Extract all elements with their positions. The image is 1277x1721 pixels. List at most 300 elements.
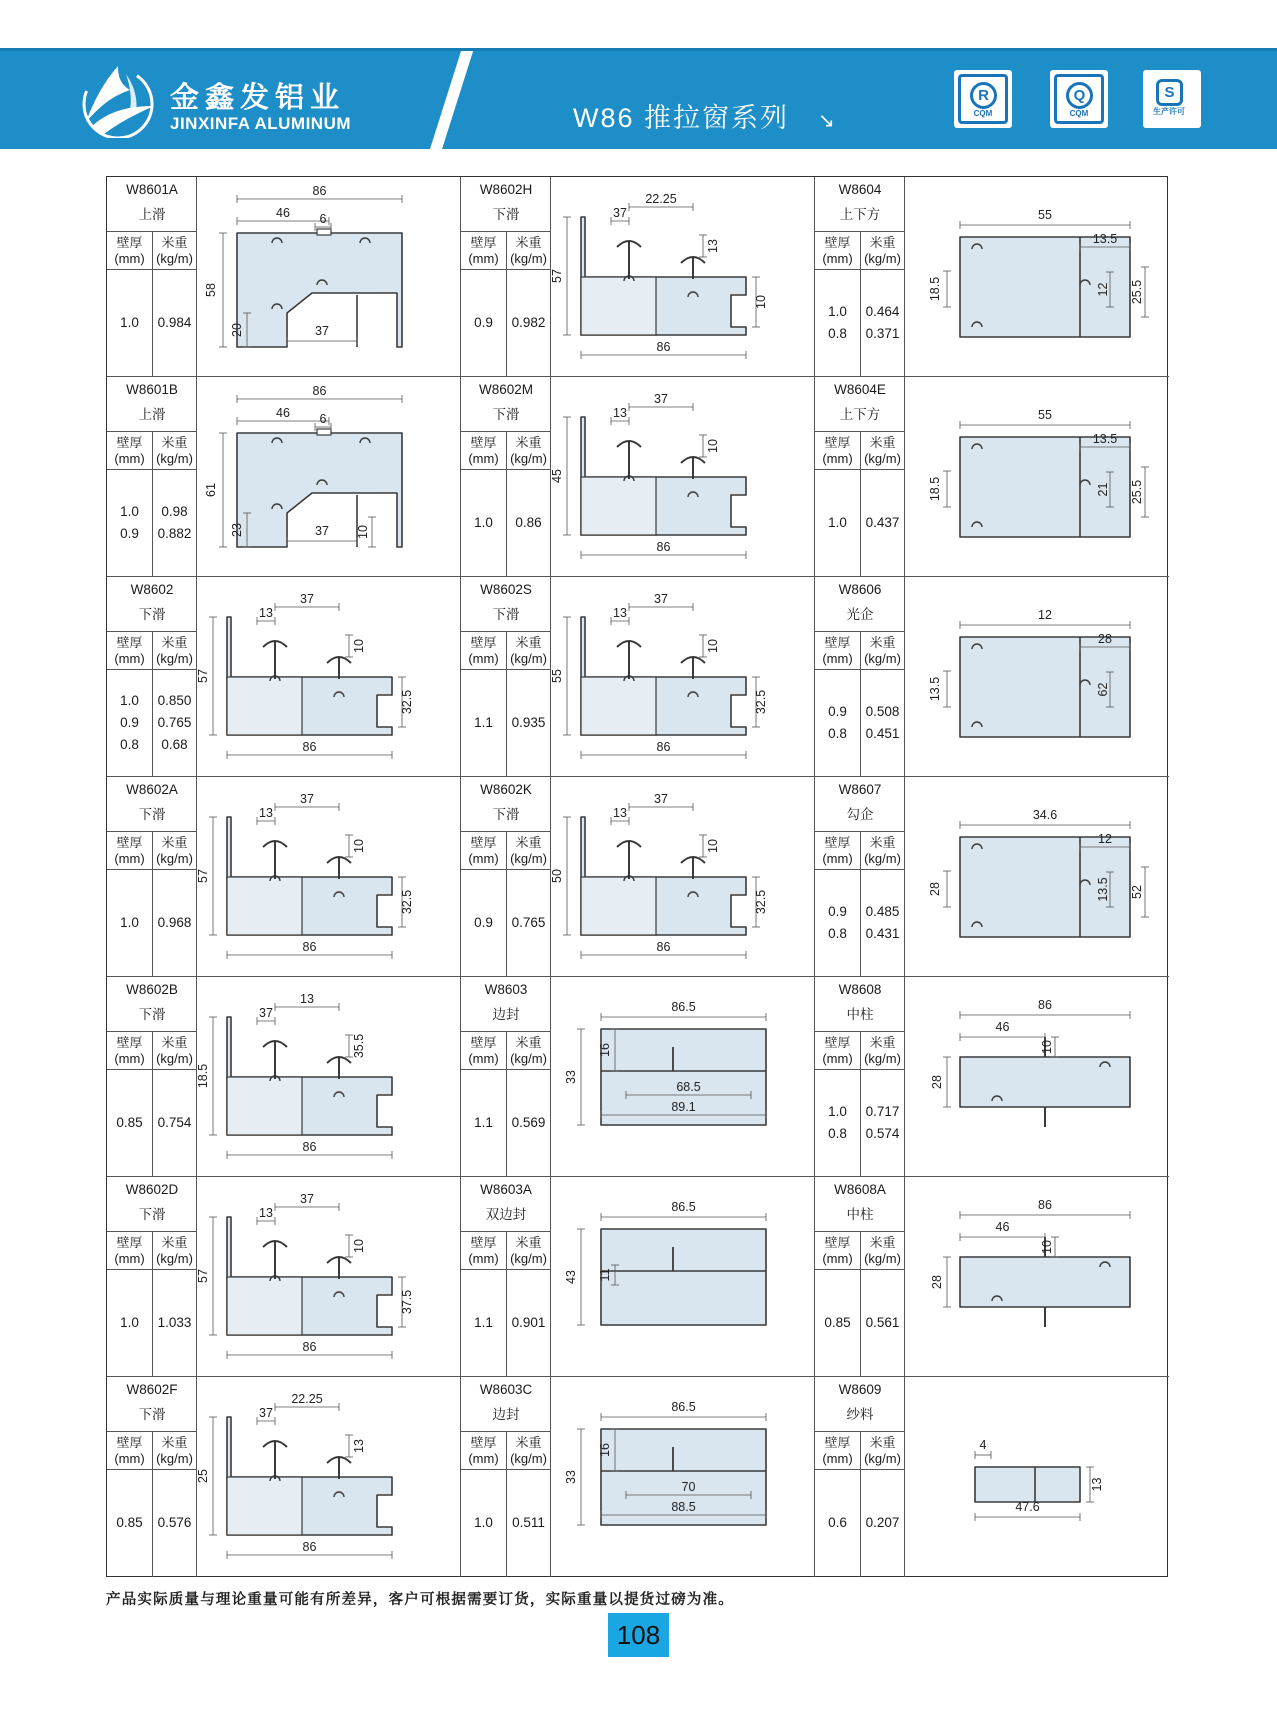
dimension-label: 13.5: [1092, 232, 1118, 246]
profile-diagram: [551, 977, 815, 1177]
profile-drawing: [197, 1177, 461, 1377]
dimension-label: 70: [681, 1480, 696, 1494]
profile-diagram: [551, 377, 815, 577]
dimension-label: 57: [551, 269, 564, 283]
dimension-label: 34.6: [1032, 808, 1058, 822]
dimension-label: 86: [656, 340, 671, 354]
weight-value: 0.207: [865, 1515, 900, 1530]
weight-value: 0.485: [865, 904, 900, 919]
profile-diagram: [551, 1377, 815, 1577]
product-type: 上下方: [839, 407, 881, 422]
dimension-label: 58: [204, 283, 218, 297]
profile-diagram: [197, 577, 461, 777]
dimension-label: 25: [197, 1469, 210, 1483]
dimension-label: 22.25: [645, 192, 677, 206]
wall-thickness-value: 1.0: [828, 1104, 847, 1119]
weight-header: 米重 (kg/m): [156, 435, 193, 466]
dimension-label: 86.5: [671, 1400, 696, 1414]
dimension-label: 23: [230, 523, 244, 537]
weight-header: 米重 (kg/m): [864, 1235, 901, 1266]
product-code: W8602D: [125, 1182, 179, 1197]
product-info: [107, 177, 197, 377]
wall-thickness-header: 壁厚 (mm): [822, 835, 853, 866]
dimension-label: 33: [564, 1070, 578, 1084]
product-code: W8602K: [480, 782, 532, 797]
dimension-label: 13: [613, 406, 627, 420]
profile-diagram: [551, 777, 815, 977]
product-info: [107, 977, 197, 1177]
dimension-label: 32.5: [754, 689, 768, 715]
wall-thickness-value: 1.0: [828, 515, 847, 530]
product-type: 下滑: [138, 1007, 166, 1022]
product-cell: [461, 377, 815, 577]
wall-thickness-value: 1.0: [120, 1315, 139, 1330]
product-code: W8608A: [834, 1182, 886, 1197]
dimension-label: 57: [197, 1269, 210, 1283]
product-cell: [107, 577, 461, 777]
weight-value: 0.882: [157, 526, 192, 541]
profile-drawing: [905, 977, 1169, 1177]
dimension-label: 37: [613, 206, 627, 220]
product-cell: [461, 777, 815, 977]
wall-thickness-value: 0.8: [828, 926, 847, 941]
profile-outline: [960, 1057, 1130, 1107]
wall-thickness-header: 壁厚 (mm): [114, 1035, 145, 1066]
profile-drawing: [905, 177, 1169, 377]
profile-drawing: [551, 577, 815, 777]
dimension-label: 86: [656, 740, 671, 754]
wall-thickness-header: 壁厚 (mm): [468, 1035, 499, 1066]
dimension-label: 86: [302, 940, 317, 954]
product-type: 勾企: [846, 807, 874, 822]
wall-thickness-header: 壁厚 (mm): [822, 1435, 853, 1466]
footer-note: 产品实际质量与理论重量可能有所差异，客户可根据需要订货，实际重量以提货过磅为准。: [106, 1592, 734, 1608]
dimension-label: 47.6: [1015, 1500, 1040, 1514]
dimension-label: 86: [656, 540, 671, 554]
product-code: W8602M: [478, 382, 534, 397]
weight-value: 0.935: [511, 715, 546, 730]
product-info: [815, 977, 905, 1177]
product-code: W8608: [838, 982, 882, 997]
weight-value: 0.98: [161, 504, 188, 519]
dimension-label: 12: [1096, 282, 1110, 297]
dimension-label: 13: [300, 992, 314, 1006]
product-code: W8602B: [126, 982, 178, 997]
weight-value: 0.574: [865, 1126, 900, 1141]
weight-value: 0.431: [865, 926, 900, 941]
dimension-label: 10: [1040, 1040, 1054, 1054]
dimension-label: 13: [706, 239, 720, 253]
wall-thickness-value: 0.8: [828, 1126, 847, 1141]
product-cell: [815, 177, 1169, 377]
product-cell: [107, 377, 461, 577]
product-cell: [107, 1377, 461, 1577]
wall-thickness-header: 壁厚 (mm): [468, 235, 499, 266]
weight-header: 米重 (kg/m): [864, 635, 901, 666]
wall-thickness-value: 0.9: [474, 915, 493, 930]
dimension-label: 46: [276, 406, 290, 420]
wall-thickness-value: 1.0: [120, 915, 139, 930]
weight-value: 0.561: [865, 1315, 900, 1330]
profile-diagram: [197, 1377, 461, 1577]
weight-header: 米重 (kg/m): [510, 235, 547, 266]
weight-header: 米重 (kg/m): [510, 1235, 547, 1266]
dimension-label: 37: [300, 792, 314, 806]
profile-drawing: [197, 977, 461, 1177]
dimension-label: 86: [302, 740, 317, 754]
wall-thickness-header: 壁厚 (mm): [822, 1035, 853, 1066]
dimension-label: 18.5: [928, 276, 942, 302]
product-cell: [107, 777, 461, 977]
dimension-label: 13: [259, 606, 273, 620]
dimension-label: 86: [1038, 998, 1052, 1012]
wall-thickness-value: 0.85: [116, 1115, 143, 1130]
product-code: W8609: [838, 1382, 882, 1397]
weight-header: 米重 (kg/m): [510, 835, 547, 866]
dimension-label: 10: [356, 525, 370, 539]
dimension-label: 21: [1096, 482, 1110, 497]
wall-thickness-header: 壁厚 (mm): [468, 835, 499, 866]
dimension-label: 89.1: [671, 1100, 696, 1114]
product-cell: [107, 977, 461, 1177]
product-info: [815, 577, 905, 777]
dimension-label: 86.5: [671, 1000, 696, 1014]
dimension-label: 12: [1038, 608, 1052, 622]
profile-outline: [601, 1229, 766, 1325]
dimension-label: 88.5: [671, 1500, 696, 1514]
dimension-label: 55: [1038, 408, 1052, 422]
profile-diagram: [905, 377, 1169, 577]
weight-header: 米重 (kg/m): [156, 235, 193, 266]
dimension-label: 10: [706, 839, 720, 853]
weight-value: 0.508: [865, 704, 900, 719]
product-cell: [461, 177, 815, 377]
product-code: W8603A: [480, 1182, 532, 1197]
product-info: [107, 1377, 197, 1577]
dimension-label: 32.5: [400, 889, 414, 915]
profile-diagram: [905, 777, 1169, 977]
weight-header: 米重 (kg/m): [864, 835, 901, 866]
wall-thickness-value: 0.85: [824, 1315, 851, 1330]
dimension-label: 28: [930, 1075, 944, 1089]
wall-thickness-header: 壁厚 (mm): [114, 1435, 145, 1466]
wall-thickness-header: 壁厚 (mm): [468, 1435, 499, 1466]
weight-value: 0.754: [157, 1115, 192, 1130]
wall-thickness-value: 0.9: [120, 526, 139, 541]
dimension-label: 37: [654, 592, 668, 606]
product-type: 中柱: [846, 1007, 874, 1022]
wall-thickness-header: 壁厚 (mm): [822, 435, 853, 466]
profile-diagram: [551, 1177, 815, 1377]
dimension-label: 37: [315, 524, 329, 538]
product-cell: [461, 977, 815, 1177]
wall-thickness-value: 0.9: [120, 715, 139, 730]
product-info: [461, 577, 551, 777]
product-type: 中柱: [846, 1207, 874, 1222]
profile-diagram: [197, 977, 461, 1177]
product-info: [107, 377, 197, 577]
product-cell: [815, 977, 1169, 1177]
profile-drawing: [905, 1177, 1169, 1377]
weight-value: 0.511: [512, 1515, 545, 1530]
profile-outline: [975, 1467, 1080, 1502]
dimension-label: 25.5: [1130, 479, 1144, 505]
wall-thickness-value: 0.9: [828, 904, 847, 919]
dimension-label: 37.5: [400, 1289, 414, 1315]
product-info: [461, 377, 551, 577]
dimension-label: 86: [302, 1140, 317, 1154]
page-header: [0, 48, 1277, 149]
dimension-label: 57: [197, 669, 210, 683]
wall-thickness-header: 壁厚 (mm): [822, 1235, 853, 1266]
dimension-label: 6: [319, 412, 327, 426]
dimension-label: 12: [1098, 832, 1112, 846]
product-info: [461, 777, 551, 977]
product-cell: [461, 1377, 815, 1577]
product-type: 双边封: [485, 1207, 527, 1222]
product-type: 上滑: [138, 207, 166, 222]
wall-thickness-header: 壁厚 (mm): [822, 635, 853, 666]
dimension-label: 46: [276, 206, 290, 220]
weight-value: 0.437: [865, 515, 900, 530]
profile-drawing: [905, 777, 1169, 977]
profile-diagram: [197, 1177, 461, 1377]
profile-diagram: [905, 1177, 1169, 1377]
product-info: [815, 777, 905, 977]
dimension-label: 52: [1130, 885, 1144, 899]
weight-header: 米重 (kg/m): [864, 435, 901, 466]
wall-thickness-header: 壁厚 (mm): [114, 235, 145, 266]
dimension-label: 13: [259, 1206, 273, 1220]
wall-thickness-value: 0.8: [120, 737, 139, 752]
profile-diagram: [197, 777, 461, 977]
cert-qs-icon: S: [1156, 79, 1183, 106]
product-info: [107, 1177, 197, 1377]
product-cell: [815, 777, 1169, 977]
product-cell: [461, 577, 815, 777]
dimension-label: 13: [613, 806, 627, 820]
weight-header: 米重 (kg/m): [510, 635, 547, 666]
wall-thickness-value: 1.0: [828, 304, 847, 319]
product-info: [815, 1177, 905, 1377]
wall-thickness-header: 壁厚 (mm): [114, 435, 145, 466]
product-info: [815, 1377, 905, 1577]
dimension-label: 10: [352, 1239, 366, 1253]
weight-header: 米重 (kg/m): [510, 435, 547, 466]
wall-thickness-value: 1.0: [120, 315, 139, 330]
weight-header: 米重 (kg/m): [510, 1035, 547, 1066]
wall-thickness-header: 壁厚 (mm): [468, 635, 499, 666]
product-info: [815, 377, 905, 577]
profile-diagram: [905, 577, 1169, 777]
product-info: [461, 977, 551, 1177]
wall-thickness-value: 0.8: [828, 326, 847, 341]
dimension-label: 57: [197, 869, 210, 883]
cert-badge-q: [1050, 70, 1108, 128]
product-type: 下滑: [138, 1207, 166, 1222]
wall-thickness-value: 1.0: [474, 1515, 493, 1530]
weight-header: 米重 (kg/m): [156, 1435, 193, 1466]
dimension-label: 68.5: [676, 1080, 701, 1094]
product-type: 边封: [492, 1407, 520, 1422]
dimension-label: 11: [598, 1268, 612, 1282]
product-code: W8602H: [479, 182, 533, 197]
profile-drawing: [197, 777, 461, 977]
weight-value: 0.968: [157, 915, 192, 930]
profile-diagram: [551, 177, 815, 377]
dimension-label: 13: [613, 606, 627, 620]
product-type: 上下方: [839, 207, 881, 222]
product-grid: [106, 176, 1168, 1577]
product-type: 下滑: [138, 1407, 166, 1422]
weight-value: 0.982: [511, 315, 546, 330]
product-info: [107, 777, 197, 977]
product-code: W8602: [130, 582, 174, 597]
arrow-down-right-icon: ↘: [818, 110, 835, 132]
product-cell: [815, 1177, 1169, 1377]
profile-drawing: [551, 977, 815, 1177]
weight-header: 米重 (kg/m): [156, 1035, 193, 1066]
product-type: 下滑: [492, 407, 520, 422]
product-cell: [107, 1177, 461, 1377]
dimension-label: 45: [551, 469, 564, 483]
weight-header: 米重 (kg/m): [156, 835, 193, 866]
dimension-label: 28: [1098, 632, 1112, 646]
dimension-label: 13.5: [1096, 877, 1110, 902]
dimension-label: 4: [979, 1438, 987, 1452]
wall-thickness-header: 壁厚 (mm): [468, 435, 499, 466]
wall-thickness-value: 1.1: [474, 1115, 493, 1130]
wall-thickness-value: 1.1: [474, 1315, 493, 1330]
dimension-label: 18.5: [928, 476, 942, 502]
dimension-label: 20: [230, 323, 244, 337]
wall-thickness-header: 壁厚 (mm): [114, 835, 145, 866]
wall-thickness-header: 壁厚 (mm): [114, 635, 145, 666]
weight-value: 0.850: [157, 693, 192, 708]
dimension-label: 55: [551, 669, 564, 683]
profile-drawing: [197, 177, 461, 377]
dimension-label: 13.5: [1092, 432, 1118, 446]
wall-thickness-value: 0.6: [828, 1515, 847, 1530]
profile-drawing: [197, 1377, 461, 1577]
dimension-label: 25.5: [1130, 279, 1144, 305]
dimension-label: 37: [300, 1192, 314, 1206]
dimension-label: 46: [995, 1020, 1010, 1034]
dimension-label: 16: [598, 1443, 612, 1457]
cert-r-icon: R: [970, 82, 997, 109]
cert-r-label: CQM: [973, 109, 993, 118]
product-info: [815, 177, 905, 377]
dimension-label: 86: [1038, 1198, 1052, 1212]
dimension-label: 22.25: [291, 1392, 323, 1406]
wall-thickness-value: 0.8: [828, 726, 847, 741]
wall-thickness-value: 0.85: [116, 1515, 143, 1530]
dimension-label: 86: [312, 184, 327, 198]
product-info: [107, 577, 197, 777]
dimension-label: 46: [995, 1220, 1010, 1234]
brand-logo-icon: [74, 60, 162, 138]
product-type: 下滑: [492, 807, 520, 822]
product-type: 下滑: [492, 207, 520, 222]
dimension-label: 32.5: [754, 889, 768, 915]
dimension-label: 37: [300, 592, 314, 606]
cert-q-icon: Q: [1066, 82, 1093, 109]
profile-drawing: [197, 577, 461, 777]
product-type: 下滑: [492, 607, 520, 622]
weight-value: 0.765: [511, 915, 546, 930]
weight-value: 0.371: [865, 326, 900, 341]
profile-diagram: [905, 1377, 1169, 1577]
dimension-label: 37: [315, 324, 329, 338]
dimension-label: 86.5: [671, 1200, 696, 1214]
weight-value: 0.86: [515, 515, 542, 530]
profile-diagram: [905, 177, 1169, 377]
product-type: 上滑: [138, 407, 166, 422]
series-title: W86 推拉窗系列: [573, 103, 790, 133]
profile-drawing: [551, 377, 815, 577]
product-cell: [461, 1177, 815, 1377]
dimension-label: 86: [302, 1340, 317, 1354]
profile-drawing: [197, 377, 461, 577]
product-info: [461, 1177, 551, 1377]
product-cell: [107, 177, 461, 377]
dimension-label: 33: [564, 1470, 578, 1484]
product-cell: [815, 377, 1169, 577]
dimension-label: 43: [564, 1270, 578, 1284]
profile-diagram: [197, 377, 461, 577]
dimension-label: 10: [754, 295, 768, 309]
weight-value: 0.576: [157, 1515, 192, 1530]
brand-name-cn: 金鑫发铝业: [170, 82, 346, 114]
dimension-label: 10: [706, 439, 720, 453]
wall-thickness-header: 壁厚 (mm): [822, 235, 853, 266]
product-code: W8601A: [126, 182, 178, 197]
weight-value: 0.901: [511, 1315, 546, 1330]
wall-thickness-value: 1.0: [474, 515, 493, 530]
weight-header: 米重 (kg/m): [156, 1235, 193, 1266]
page-number: 108: [608, 1613, 669, 1657]
wall-thickness-value: 1.0: [120, 693, 139, 708]
product-type: 纱料: [846, 1407, 874, 1422]
dimension-label: 50: [551, 869, 564, 883]
product-cell: [815, 577, 1169, 777]
profile-drawing: [551, 1377, 815, 1577]
product-code: W8604E: [834, 382, 886, 397]
wall-thickness-header: 壁厚 (mm): [468, 1235, 499, 1266]
profile-drawing: [905, 577, 1169, 777]
dimension-label: 86: [302, 1540, 317, 1554]
product-cell: [815, 1377, 1169, 1577]
weight-value: 0.569: [511, 1115, 546, 1130]
dimension-label: 28: [930, 1275, 944, 1289]
profile-diagram: [905, 977, 1169, 1177]
dimension-label: 16: [598, 1043, 612, 1057]
profile-drawing: [905, 1377, 1169, 1577]
dimension-label: 37: [259, 1006, 273, 1020]
product-code: W8602S: [480, 582, 532, 597]
dimension-label: 28: [928, 882, 942, 896]
product-code: W8607: [838, 782, 882, 797]
weight-header: 米重 (kg/m): [864, 1435, 901, 1466]
product-type: 下滑: [138, 807, 166, 822]
profile-diagram: [197, 177, 461, 377]
product-type: 边封: [492, 1007, 520, 1022]
wall-thickness-value: 1.1: [474, 715, 493, 730]
product-type: 光企: [846, 607, 874, 622]
dimension-label: 32.5: [400, 689, 414, 715]
dimension-label: 37: [654, 392, 668, 406]
dimension-label: 10: [352, 639, 366, 653]
